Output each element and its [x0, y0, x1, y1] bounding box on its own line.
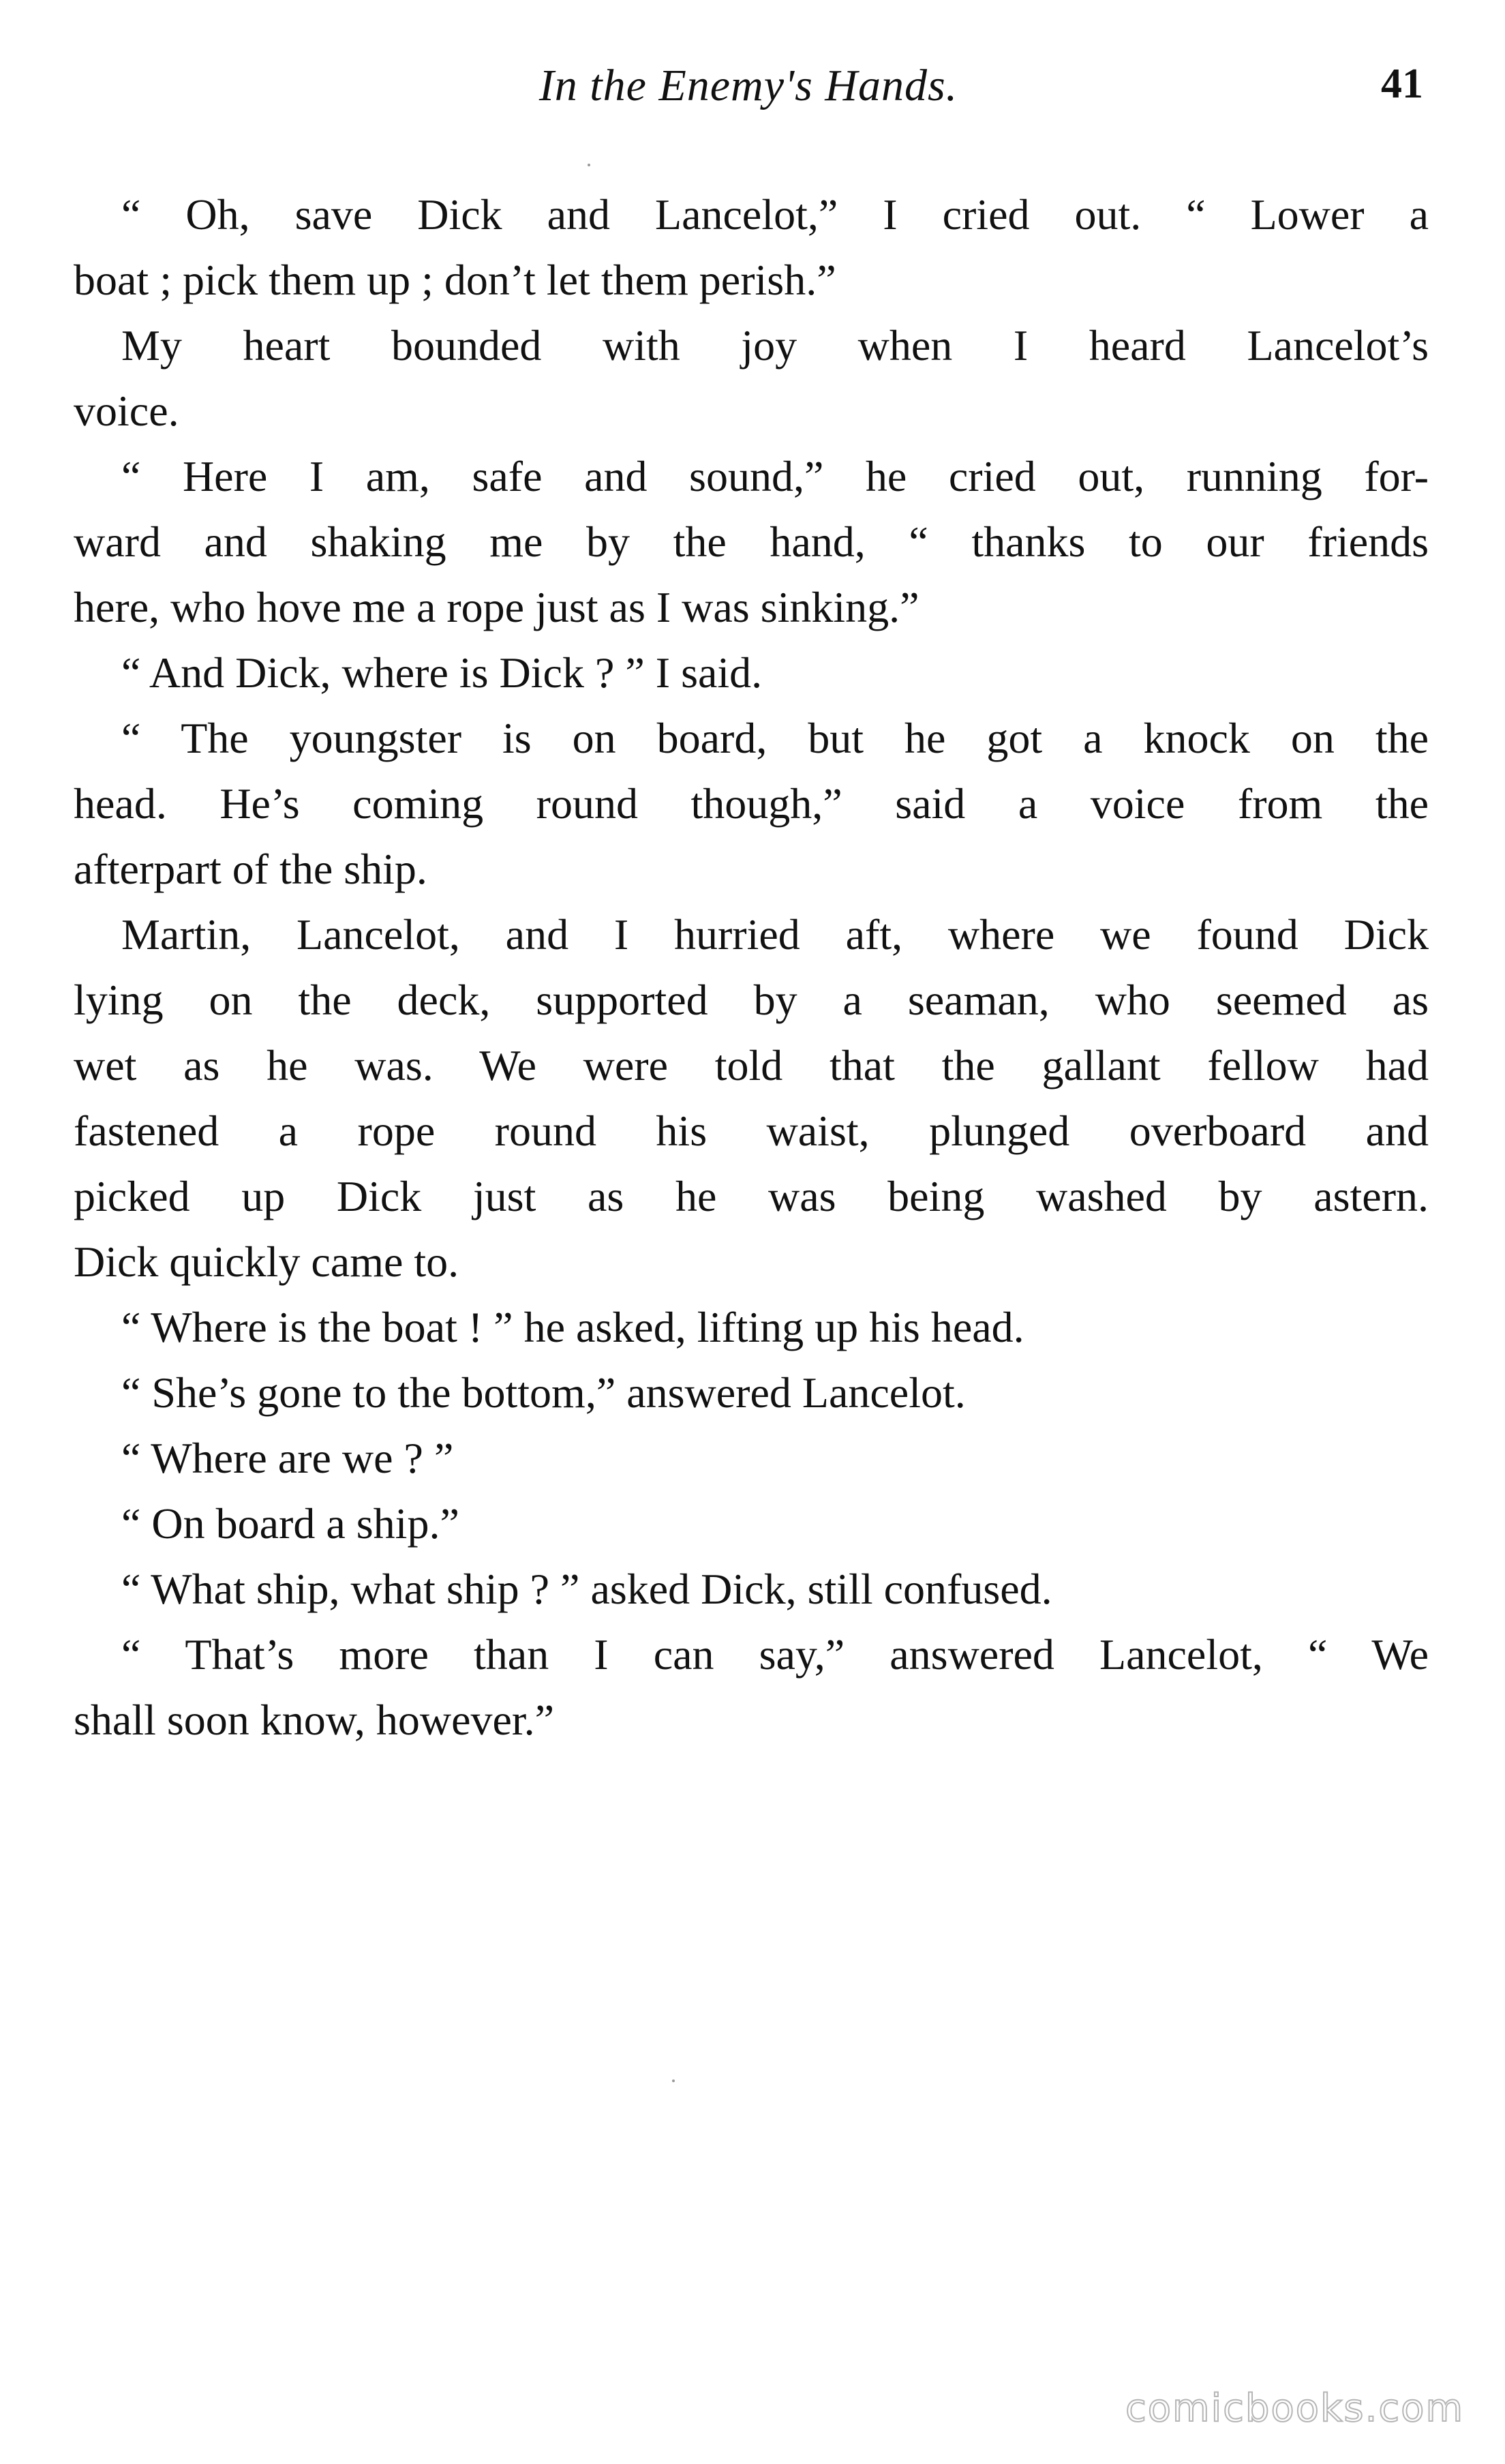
paragraph	[74, 902, 1429, 1295]
text-line: wet as he was. We were told that the gallant fellow had	[74, 1041, 1429, 1090]
text-line: “ Oh, save Dick and Lancelot,” I cried out. “ Lower a	[121, 190, 1429, 239]
text-line: ward and shaking me by the hand, “ thanks to our friends	[74, 517, 1429, 566]
paragraph	[74, 1295, 1429, 1360]
watermark: comicbooks.com	[1125, 2386, 1464, 2431]
text-line: “ And Dick, where is Dick ? ” I said.	[121, 648, 763, 697]
text-line: afterpart of the ship.	[74, 845, 427, 893]
text-line: head. He’s coming round though,” said a voice from the	[74, 779, 1429, 828]
page-number: 41	[1381, 61, 1423, 107]
text-line: “ What ship, what ship ? ” asked Dick, still confused.	[121, 1565, 1052, 1613]
paragraph	[74, 1622, 1429, 1753]
print-speck	[672, 2079, 675, 2082]
running-head	[74, 60, 1423, 128]
text-line: Martin, Lancelot, and I hurried aft, where we found Dick	[121, 910, 1429, 959]
text-line: “ On board a ship.”	[121, 1499, 459, 1548]
text-line: “ That’s more than I can say,” answered Lancelot, “ We	[121, 1630, 1429, 1679]
paragraph	[74, 1557, 1429, 1622]
paragraph	[74, 640, 1429, 706]
text-line: My heart bounded with joy when I heard Lancelot’s	[121, 321, 1429, 370]
paragraph	[74, 1426, 1429, 1491]
text-line: “ She’s gone to the bottom,” answered Lancelot.	[121, 1368, 966, 1417]
paragraph	[74, 1360, 1429, 1426]
text-line: fastened a rope round his waist, plunged overboard and	[74, 1107, 1429, 1155]
text-line: shall soon know, however.”	[74, 1696, 555, 1744]
paragraph	[74, 313, 1429, 444]
text-line: Dick quickly came to.	[74, 1237, 459, 1286]
print-speck	[588, 164, 590, 166]
paragraph	[74, 1491, 1429, 1557]
text-line: lying on the deck, supported by a seaman, who seemed as	[74, 976, 1429, 1024]
running-title: In the Enemy's Hands.	[538, 61, 958, 110]
text-line: voice.	[74, 387, 179, 435]
paragraph	[74, 706, 1429, 902]
text-line: “ Where are we ? ”	[121, 1434, 454, 1482]
text-line: here, who hove me a rope just as I was sinking.”	[74, 583, 919, 631]
text-line: “ The youngster is on board, but he got a knock on the	[121, 714, 1429, 762]
text-line: picked up Dick just as he was being washed by astern.	[74, 1172, 1429, 1220]
text-line: “ Here I am, safe and sound,” he cried out, running for-	[121, 452, 1429, 500]
text-line: “ Where is the boat ! ” he asked, lifting up his head.	[121, 1303, 1024, 1351]
text-line: boat ; pick them up ; don’t let them perish.”	[74, 256, 836, 304]
paragraph	[74, 182, 1429, 313]
paragraph	[74, 444, 1429, 640]
